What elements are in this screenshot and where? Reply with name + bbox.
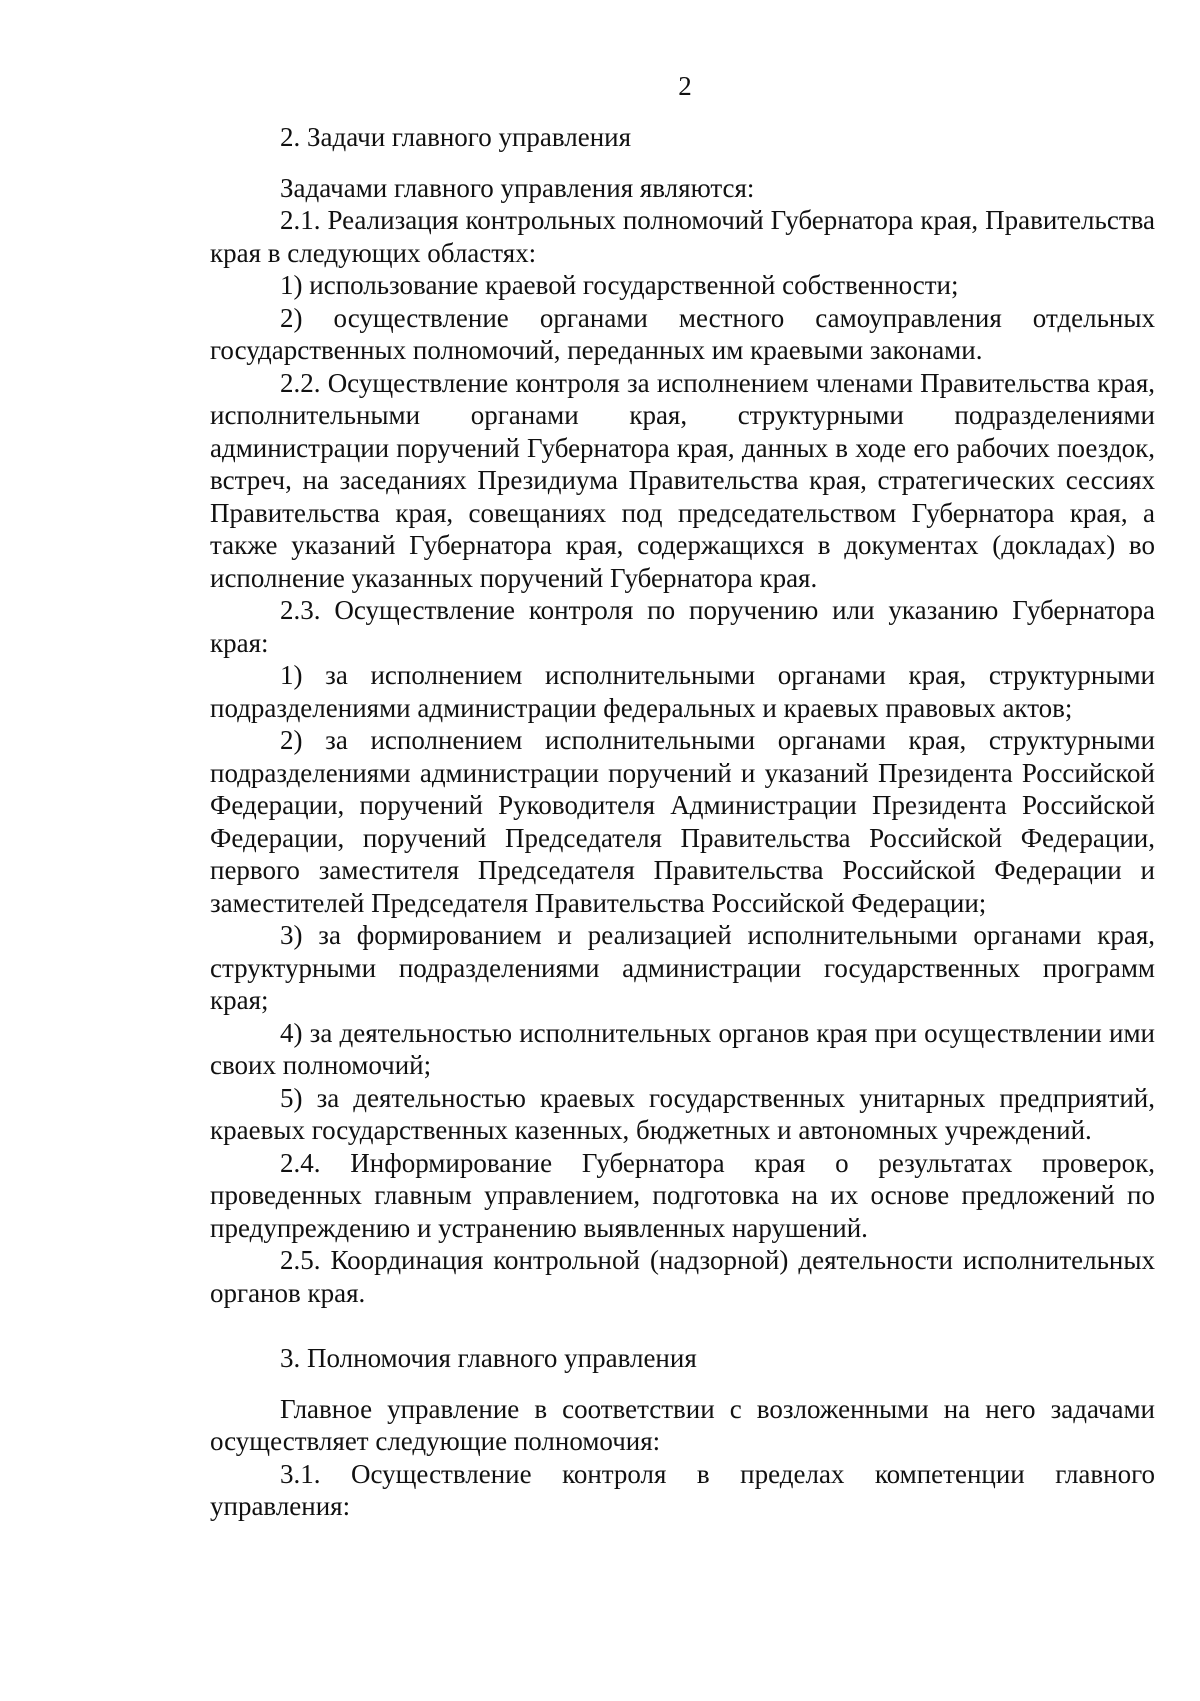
paragraph-2-3-item-5: 5) за деятельностью краевых государственных унитарных предприятий, краевых государственных казенных, бюджетных и автономных учреждений.: [210, 1082, 1155, 1145]
section-3-intro: Главное управление в соответствии с возложенными на него задачами осуществляет следующие полномочия:: [210, 1393, 1155, 1456]
paragraph-2-3-item-1: 1) за исполнением исполнительными органами края, структурными подразделениями администрации федеральных и краевых правовых актов;: [210, 660, 1155, 723]
section-2-heading: 2. Задачи главного управления: [280, 122, 632, 152]
paragraph-2-1-item-1: 1) использование краевой государственной собственности;: [280, 270, 959, 300]
paragraph-2-5: 2.5. Координация контрольной (надзорной) деятельности исполнительных органов края.: [210, 1245, 1155, 1308]
page-number: 2: [678, 71, 692, 101]
paragraph-2-1: 2.1. Реализация контрольных полномочий Губернатора края, Правительства края в следующих областях:: [210, 205, 1155, 268]
paragraph-2-3-item-3: 3) за формированием и реализацией исполнительными органами края, структурными подразделениями администрации государственных программ края;: [210, 920, 1155, 1015]
paragraph-2-3-item-2: 2) за исполнением исполнительными органами края, структурными подразделениями администрации поручений и указаний Президента Российской Федерации, поручений Руководителя Администрации Президента Российской Федерации, поручений Председателя Правительства Российской Федерации, первого заместителя Председателя Правительства Российской Федерации и заместителей Председателя Правительства Российской Федерации;: [210, 725, 1155, 918]
paragraph-2-3: 2.3. Осуществление контроля по поручению или указанию Губернатора края:: [210, 595, 1155, 658]
paragraph-2-4: 2.4. Информирование Губернатора края о результатах проверок, проведенных главным управлением, подготовка на их основе предложений по предупреждению и устранению выявленных нарушений.: [210, 1147, 1155, 1243]
paragraph-3-1: 3.1. Осуществление контроля в пределах компетенции главного управления:: [210, 1458, 1155, 1521]
section-2-intro: Задачами главного управления являются:: [280, 172, 755, 203]
document-body: [210, 121, 1155, 1523]
paragraph-2-3-item-4: 4) за деятельностью исполнительных органов края при осуществлении ими своих полномочий;: [210, 1017, 1155, 1080]
paragraph-2-1-item-2: 2) осуществление органами местного самоуправления отдельных государственных полномочий, переданных им краевыми законами.: [210, 302, 1155, 365]
paragraph-2-2: 2.2. Осуществление контроля за исполнением членами Правительства края, исполнительными органами края, структурными подразделениями администрации поручений Губернатора края, данных в ходе его рабочих поездок, встреч, на заседаниях Президиума Правительства края, стратегических сессиях Правительства края, совещаниях под председательством Губернатора края, а также указаний Губернатора края, содержащихся в документах (докладах) во исполнение указанных поручений Губернатора края.: [210, 367, 1155, 593]
section-3-heading: 3. Полномочия главного управления: [280, 1343, 697, 1373]
